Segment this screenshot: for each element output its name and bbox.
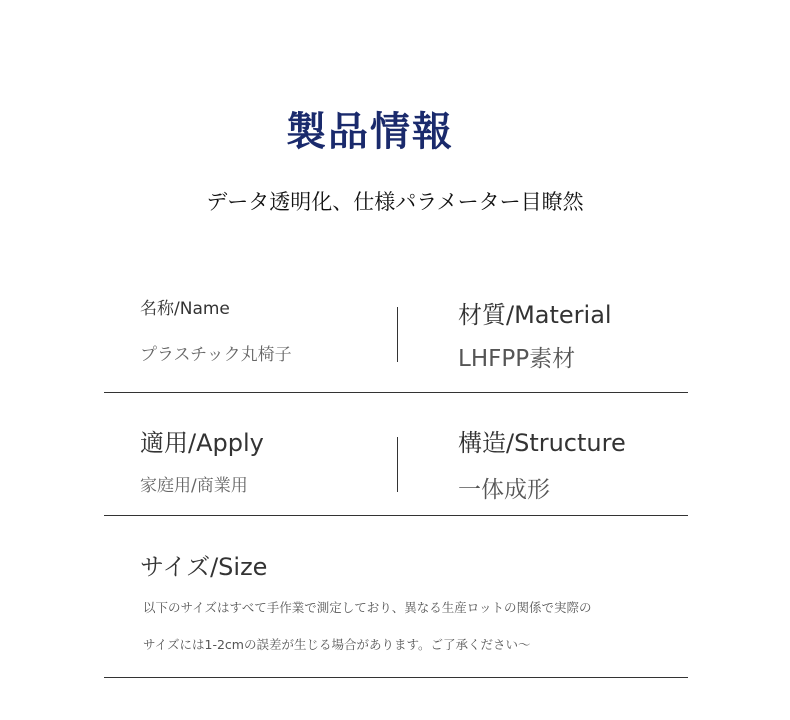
material-label: 材質/Material	[458, 301, 612, 329]
row3-separator	[104, 677, 688, 678]
structure-value: 一体成形	[458, 477, 550, 503]
page-title: 製品情報	[286, 109, 454, 155]
size-note-line1: 以下のサイズはすべて手作業で測定しており、異なる生産ロットの関係で実際の	[143, 600, 592, 615]
row2-separator	[104, 515, 688, 516]
row2-divider	[397, 437, 398, 492]
apply-value: 家庭用/商業用	[140, 476, 248, 496]
size-note-line2: サイズには1-2cmの誤差が生じる場合があります。ご了承ください〜	[143, 637, 531, 652]
material-value: LHFPP素材	[458, 346, 576, 372]
row1-separator	[104, 392, 688, 393]
row1-divider	[397, 307, 398, 362]
page-subtitle: データ透明化、仕様パラメーター目瞭然	[206, 190, 584, 214]
name-value: プラスチック丸椅子	[140, 345, 292, 365]
structure-label: 構造/Structure	[458, 429, 626, 457]
size-label: サイズ/Size	[140, 553, 268, 581]
apply-label: 適用/Apply	[140, 429, 264, 457]
name-label: 名称/Name	[140, 299, 230, 319]
